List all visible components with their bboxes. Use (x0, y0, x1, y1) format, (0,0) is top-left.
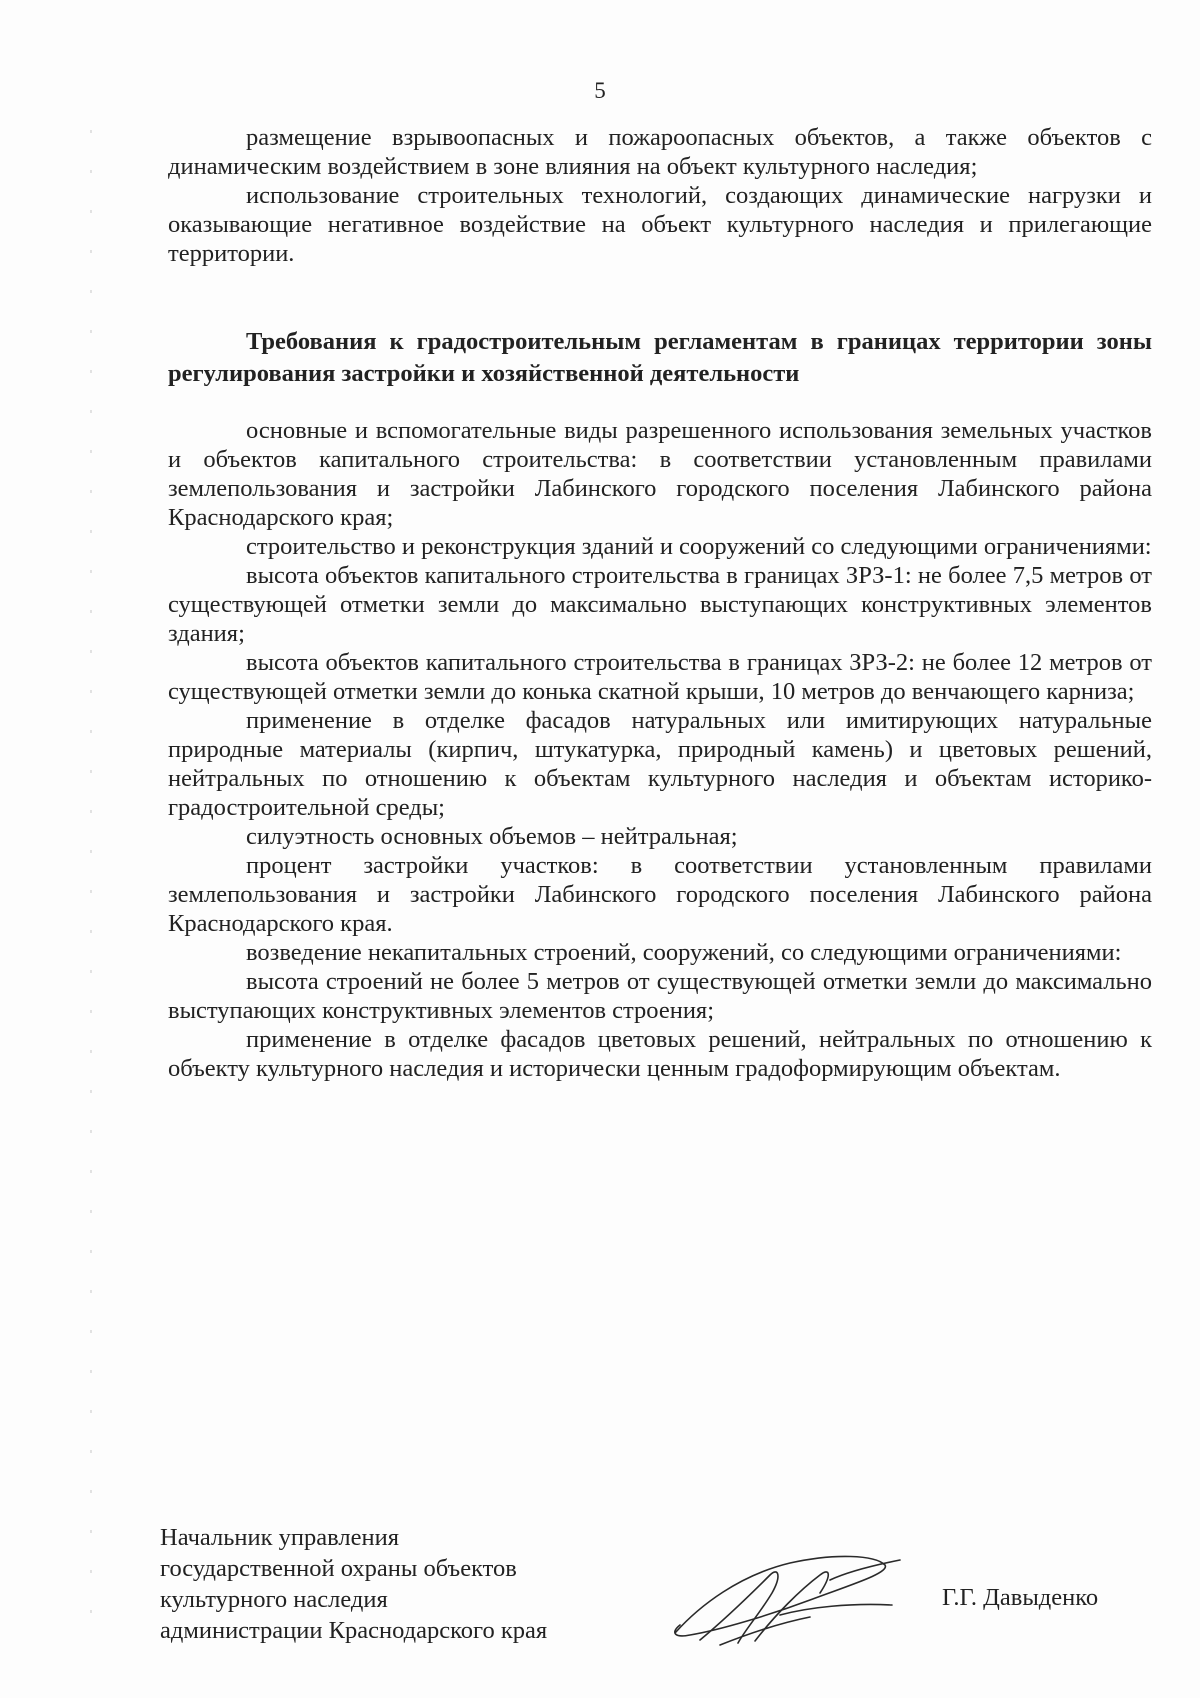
paragraph: высота объектов капитального строительства в границах ЗРЗ-1: не более 7,5 метров от существующей отметки земли до максимально выступающих конструктивных элементов здания; (168, 562, 1152, 647)
signatory-title-line: государственной охраны объектов (160, 1555, 517, 1582)
paragraph: использование строительных технологий, создающих динамические нагрузки и оказывающие негативное воздействие на объект культурного наследия и прилегающие территории. (168, 182, 1152, 267)
signatory-title-line: культурного наследия (160, 1586, 388, 1613)
paragraph: основные и вспомогательные виды разрешенного использования земельных участков и объектов капитального строительства: в соответствии установленным правилами землепользования и застройки Лабинского городского поселения Лабинского района Краснодарского края; (168, 417, 1152, 531)
paragraph: силуэтность основных объемов – нейтральная; (246, 823, 738, 850)
handwritten-signature-icon (660, 1545, 910, 1655)
signatory-name: Г.Г. Давыденко (942, 1584, 1099, 1611)
paragraph: применение в отделке фасадов цветовых решений, нейтральных по отношению к объекту культурного наследия и исторически ценным градоформирующим объектам. (168, 1026, 1152, 1082)
page-number: 5 (594, 78, 606, 103)
section-heading: Требования к градостроительным регламентам в границах территории зоны регулирования застройки и хозяйственной деятельности (168, 328, 1152, 387)
paragraph: применение в отделке фасадов натуральных или имитирующих натуральные природные материалы (кирпич, штукатурка, природный камень) и цветовых решений, нейтральных по отношению к объектам культурного наследия и объектам историко-градостроительной среды; (168, 707, 1152, 821)
requirements-text (168, 416, 1152, 1083)
signatory-title-line: Начальник управления (160, 1524, 399, 1551)
signatory-title (160, 1522, 630, 1646)
paragraph: размещение взрывоопасных и пожароопасных объектов, а также объектов с динамическим воздействием в зоне влияния на объект культурного наследия; (168, 124, 1152, 180)
paragraph: строительство и реконструкция зданий и сооружений со следующими ограничениями: (246, 533, 1152, 560)
intro-text (168, 123, 1152, 268)
scan-margin-marks (90, 130, 92, 1630)
paragraph: высота строений не более 5 метров от существующей отметки земли до максимально выступающих конструктивных элементов строения; (168, 968, 1152, 1024)
signatory-title-line: администрации Краснодарского края (160, 1617, 548, 1644)
paragraph: высота объектов капитального строительства в границах ЗРЗ-2: не более 12 метров от существующей отметки земли до конька скатной крыши, 10 метров до венчающего карниза; (168, 649, 1152, 705)
paragraph: возведение некапитальных строений, сооружений, со следующими ограничениями: (246, 939, 1122, 966)
paragraph: процент застройки участков: в соответствии установленным правилами землепользования и застройки Лабинского городского поселения Лабинского района Краснодарского края. (168, 852, 1152, 937)
